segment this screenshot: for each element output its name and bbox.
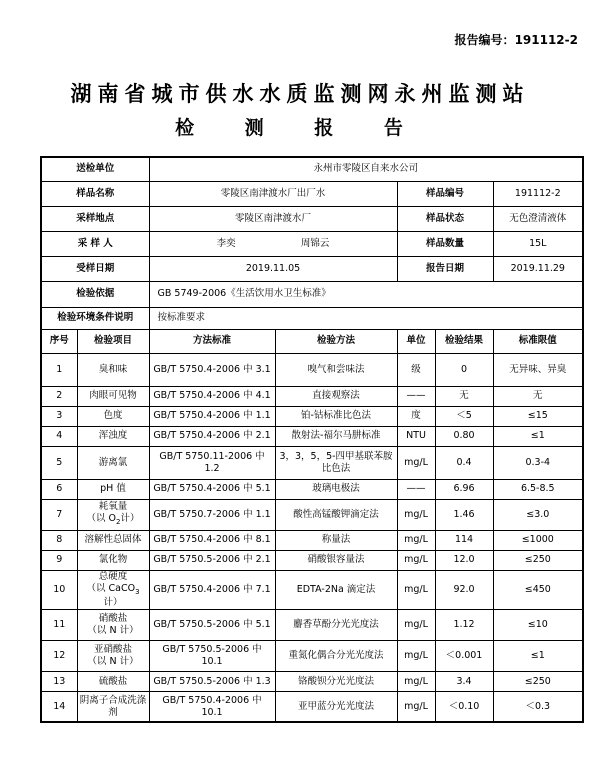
col-header-method: 检验方法 <box>275 329 397 353</box>
table-row <box>41 406 583 426</box>
row-std: GB/T 5750.4-2006 中 5.1 <box>149 479 275 499</box>
row-unit: mg/L <box>397 499 435 530</box>
table-row <box>41 353 583 386</box>
row-no: 12 <box>41 641 77 672</box>
report-number: 报告编号：191112-2 <box>454 33 578 47</box>
row-limit: ≤250 <box>493 672 583 692</box>
row-unit: mg/L <box>397 570 435 610</box>
recv-date-label: 受样日期 <box>41 256 149 281</box>
client-label: 送检单位 <box>41 157 149 181</box>
row-item-name: 硝酸盐 <box>98 613 128 625</box>
row-item-name: 耗氧量 <box>98 501 128 513</box>
row-method: 铬酸钡分光光度法 <box>275 672 397 692</box>
table-row <box>41 530 583 550</box>
row-no: 2 <box>41 386 77 406</box>
row-result: 无 <box>435 386 493 406</box>
row-no: 5 <box>41 446 77 479</box>
row-result: 3.4 <box>435 672 493 692</box>
row-no: 14 <box>41 692 77 722</box>
row-item: 肉眼可见物 <box>77 386 149 406</box>
row-result: 0.4 <box>435 446 493 479</box>
row-unit: NTU <box>397 426 435 446</box>
env-label: 检验环境条件说明 <box>41 307 149 329</box>
row-item <box>77 610 149 641</box>
row-no: 8 <box>41 530 77 550</box>
state-label: 样品状态 <box>397 206 493 231</box>
report-date-label: 报告日期 <box>397 256 493 281</box>
row-std: GB/T 5750.4-2006 中 2.1 <box>149 426 275 446</box>
row-item <box>77 570 149 610</box>
row-no: 9 <box>41 550 77 570</box>
row-method: 3，3，5，5-四甲基联苯胺比色法 <box>275 446 397 479</box>
state-value: 无色澄清液体 <box>493 206 583 231</box>
row-std: GB/T 5750.4-2006 中 4.1 <box>149 386 275 406</box>
row-method: EDTA-2Na 滴定法 <box>275 570 397 610</box>
row-method: 重氮化偶合分光光度法 <box>275 641 397 672</box>
row-item <box>77 499 149 530</box>
qty-label: 样品数量 <box>397 231 493 256</box>
row-no: 11 <box>41 610 77 641</box>
table-row <box>41 692 583 722</box>
row-method: 直接观察法 <box>275 386 397 406</box>
table-row <box>41 570 583 610</box>
row-item-basis: （以 N 计） <box>87 625 139 637</box>
row-limit: 无 <box>493 386 583 406</box>
col-header-no: 序号 <box>41 329 77 353</box>
row-unit: mg/L <box>397 446 435 479</box>
sample-no-value: 191112-2 <box>493 181 583 206</box>
row-result: 0 <box>435 353 493 386</box>
row-no: 13 <box>41 672 77 692</box>
row-unit: —— <box>397 479 435 499</box>
row-method: 散射法-福尔马肼标准 <box>275 426 397 446</box>
sampler-label: 采 样 人 <box>41 231 149 256</box>
row-item: 氯化物 <box>77 550 149 570</box>
row-item: 阴离子合成洗涤剂 <box>77 692 149 722</box>
col-header-item: 检验项目 <box>77 329 149 353</box>
row-item: 臭和味 <box>77 353 149 386</box>
row-unit: mg/L <box>397 550 435 570</box>
basis-value: GB 5749-2006《生活饮用水卫生标准》 <box>149 281 583 307</box>
row-std: GB/T 5750.4-2006 中 3.1 <box>149 353 275 386</box>
row-std: GB/T 5750.7-2006 中 1.1 <box>149 499 275 530</box>
table-row <box>41 499 583 530</box>
row-result: 1.46 <box>435 499 493 530</box>
row-limit: 6.5-8.5 <box>493 479 583 499</box>
basis-label: 检验依据 <box>41 281 149 307</box>
row-limit: ≤10 <box>493 610 583 641</box>
location-value: 零陵区南津渡水厂 <box>149 206 397 231</box>
row-method: 酸性高锰酸钾滴定法 <box>275 499 397 530</box>
row-no: 1 <box>41 353 77 386</box>
row-item-name: 总硬度 <box>98 570 128 582</box>
report-subtitle: 检 测 报 告 <box>175 117 425 139</box>
row-result: 0.80 <box>435 426 493 446</box>
row-item-basis: （以 $O_2$计） <box>86 513 140 526</box>
row-limit: ≤1000 <box>493 530 583 550</box>
row-no: 6 <box>41 479 77 499</box>
table-row <box>41 446 583 479</box>
row-result: 92.0 <box>435 570 493 610</box>
row-item-basis: （以 CaCO$_3$计） <box>86 582 140 609</box>
table-row <box>41 672 583 692</box>
client-value: 永州市零陵区自来水公司 <box>149 157 583 181</box>
column-header-row <box>41 329 583 353</box>
row-std: GB/T 5750.5-2006 中 2.1 <box>149 550 275 570</box>
row-std: GB/T 5750.5-2006 中 1.3 <box>149 672 275 692</box>
row-std: GB/T 5750.11-2006 中 1.2 <box>149 446 275 479</box>
row-method: 麝香草酚分光光度法 <box>275 610 397 641</box>
col-header-unit: 单位 <box>397 329 435 353</box>
sampler-2: 周锦云 <box>300 237 330 249</box>
row-method: 亚甲蓝分光光度法 <box>275 692 397 722</box>
row-no: 10 <box>41 570 77 610</box>
row-std: GB/T 5750.5-2006 中 5.1 <box>149 610 275 641</box>
row-no: 7 <box>41 499 77 530</box>
col-header-limit: 标准限值 <box>493 329 583 353</box>
table-row <box>41 426 583 446</box>
col-header-std: 方法标准 <box>149 329 275 353</box>
row-result: ＜5 <box>435 406 493 426</box>
qty-value: 15L <box>493 231 583 256</box>
row-unit: mg/L <box>397 672 435 692</box>
row-method: 嗅气和尝味法 <box>275 353 397 386</box>
row-result: 1.12 <box>435 610 493 641</box>
sample-name-value: 零陵区南津渡水厂出厂水 <box>149 181 397 206</box>
row-unit: —— <box>397 386 435 406</box>
row-no: 3 <box>41 406 77 426</box>
report-date-value: 2019.11.29 <box>493 256 583 281</box>
row-limit: 无异味、异臭 <box>493 353 583 386</box>
row-limit: ＜0.3 <box>493 692 583 722</box>
location-label: 采样地点 <box>41 206 149 231</box>
row-limit: 0.3-4 <box>493 446 583 479</box>
row-item-name: 亚硝酸盐 <box>94 644 133 656</box>
row-result: ＜0.001 <box>435 641 493 672</box>
row-item: 硫酸盐 <box>77 672 149 692</box>
table-row <box>41 641 583 672</box>
sampler-value <box>149 231 397 256</box>
row-result: 6.96 <box>435 479 493 499</box>
table-row <box>41 386 583 406</box>
row-std: GB/T 5750.4-2006 中 1.1 <box>149 406 275 426</box>
row-limit: ≤3.0 <box>493 499 583 530</box>
row-limit: ≤1 <box>493 641 583 672</box>
row-item <box>77 641 149 672</box>
row-unit: mg/L <box>397 610 435 641</box>
sample-name-label: 样品名称 <box>41 181 149 206</box>
row-std: GB/T 5750.4-2006 中 8.1 <box>149 530 275 550</box>
report-title: 湖南省城市供水水质监测网永州监测站 <box>70 81 530 106</box>
table-row <box>41 479 583 499</box>
env-value: 按标准要求 <box>149 307 583 329</box>
recv-date-value: 2019.11.05 <box>149 256 397 281</box>
table-row <box>41 550 583 570</box>
row-limit: ≤250 <box>493 550 583 570</box>
row-method: 铂-钴标准比色法 <box>275 406 397 426</box>
row-method: 称量法 <box>275 530 397 550</box>
row-std: GB/T 5750.4-2006 中 10.1 <box>149 692 275 722</box>
row-unit: mg/L <box>397 641 435 672</box>
row-method: 硝酸银容量法 <box>275 550 397 570</box>
row-unit: mg/L <box>397 692 435 722</box>
row-std: GB/T 5750.4-2006 中 7.1 <box>149 570 275 610</box>
row-item: pH 值 <box>77 479 149 499</box>
row-result: 114 <box>435 530 493 550</box>
row-result: 12.0 <box>435 550 493 570</box>
col-header-result: 检验结果 <box>435 329 493 353</box>
row-limit: ≤15 <box>493 406 583 426</box>
row-unit: 级 <box>397 353 435 386</box>
row-item: 色度 <box>77 406 149 426</box>
row-method: 玻璃电极法 <box>275 479 397 499</box>
row-item: 浑浊度 <box>77 426 149 446</box>
sampler-1: 李奕 <box>216 237 236 249</box>
sample-no-label: 样品编号 <box>397 181 493 206</box>
row-result: ＜0.10 <box>435 692 493 722</box>
row-std: GB/T 5750.5-2006 中 10.1 <box>149 641 275 672</box>
row-item-basis: （以 N 计） <box>87 656 139 668</box>
report-table <box>40 156 584 723</box>
row-limit: ≤450 <box>493 570 583 610</box>
row-no: 4 <box>41 426 77 446</box>
row-limit: ≤1 <box>493 426 583 446</box>
table-row <box>41 610 583 641</box>
row-unit: 度 <box>397 406 435 426</box>
row-unit: mg/L <box>397 530 435 550</box>
row-item: 溶解性总固体 <box>77 530 149 550</box>
row-item: 游离氯 <box>77 446 149 479</box>
